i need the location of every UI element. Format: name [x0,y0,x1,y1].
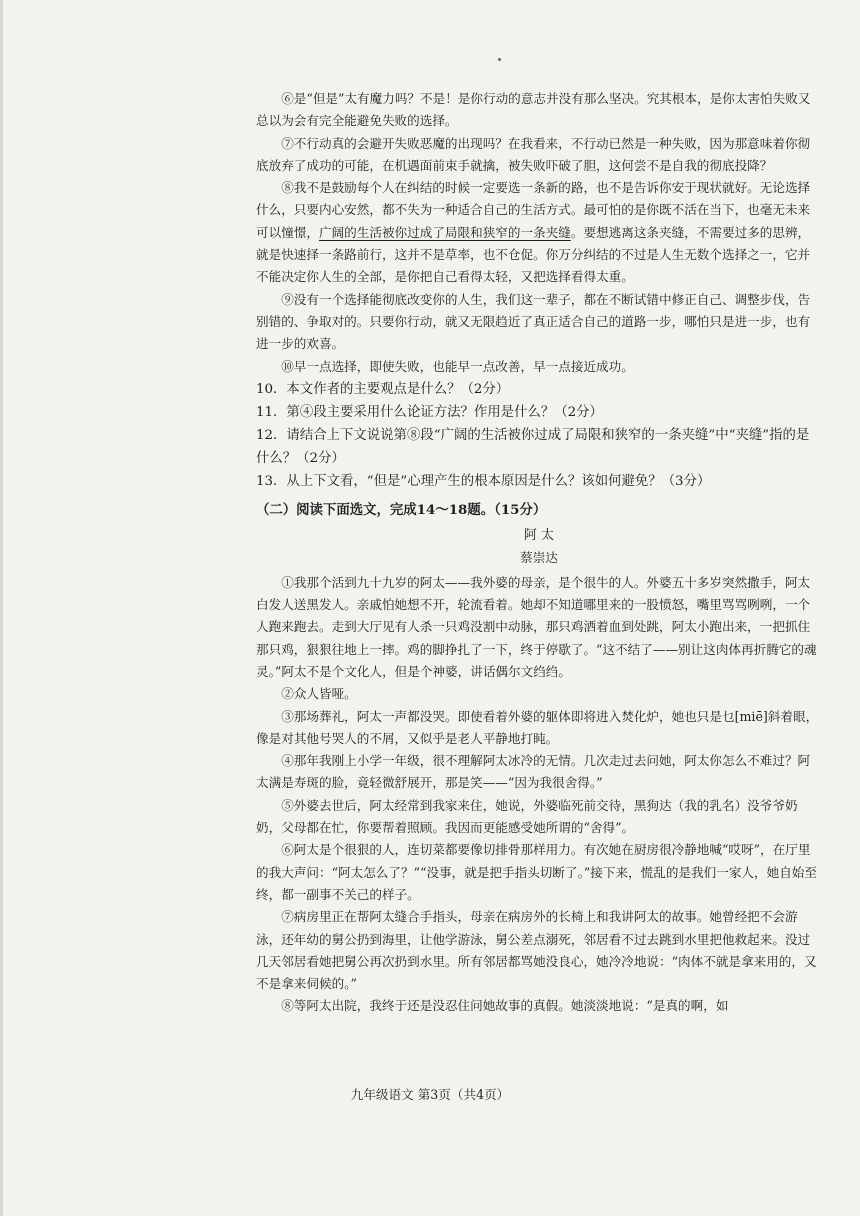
paragraph-6: ⑥是“但是”太有魔力吗？不是！是你行动的意志并没有那么坚决。究其根本，是你太害怕失败又总以为会有完全能避免失败的选择。 [256,91,811,129]
question-11: 11．第④段主要采用什么论证方法？作用是什么？（2分） [256,404,603,420]
article-paragraph: ③那场葬礼，阿太一声都没哭。即使看着外婆的躯体即将进入焚化炉，她也只是乜[miē]斜着眼，像是对其他号哭人的不屑，又似乎是老人平静地打盹。 [256,708,819,746]
scan-edge [0,0,3,1216]
section-heading: （二）阅读下面选文，完成14～18题。（15分） [256,501,547,518]
underlined-sentence: 广阔的生活被你过成了局限和狭窄的一条夹缝 [318,224,571,240]
question-12: 12．请结合上下文说说第⑧段“广阔的生活被你过成了局限和狭窄的一条夹缝”中“夹缝”指的是什么？（2分） [256,427,810,466]
question-13: 13．从上下文看，“但是”心理产生的根本原因是什么？该如何避免？（3分） [256,473,711,489]
paragraph-8-part-b: 。要想逃离这条夹缝，不需要过多的思辨，就是快速择一条路前行，这并不是草率，也不仓促。你万分纠结的不过是人生无数个选择之一，它并不能决定你人生的全部，是你把自己看得太轻，又把选择看得太重。 [256,224,811,285]
article-paragraph: ⑧等阿太出院，我终于还是没忍住问她故事的真假。她淡淡地说：“是真的啊，如 [281,998,729,1014]
scan-speck [498,58,501,61]
page-footer: 九年级语文 第3页（共4页） [350,1087,510,1102]
article-paragraph: ①我那个活到九十九岁的阿太——我外婆的母亲，是个很牛的人。外婆五十多岁突然撒手，阿太白发人送黑发人。亲戚怕她想不开，轮流看着。她却不知道哪里来的一股愤怒，嘴里骂骂咧咧，一个人跑来跑去。走到大厅见有人杀一只鸡没割中动脉，那只鸡洒着血到处跳，阿太小跑出来，一把抓住那只鸡，狠狠往地上一摔。鸡的脚挣扎了一下，终于停歇了。“这不结了——别让这肉体再折腾它的魂灵。”阿太不是个文化人，但是个神婆，讲话偶尔文绉绉。 [256,574,817,679]
page-content [256,88,822,1018]
article-author: 蔡崇达 [520,550,558,566]
paragraph-8-part-a: ⑧我不是鼓励每个人在纠结的时候一定要选一条新的路，也不是告诉你安于现状就好。无论选择什么，只要内心安然，都不失为一种适合自己的生活方式。最可怕的是你既不活在当下，也毫无未来可以憧憬， [256,180,811,240]
question-10: 10．本文作者的主要观点是什么？（2分） [256,381,510,397]
paragraph-7: ⑦不行动真的会避开失败恶魔的出现吗？在我看来，不行动已然是一种失败，因为那意味着你彻底放弃了成功的可能，在机遇面前束手就擒，被失败吓破了胆，这何尝不是自我的彻底投降？ [256,135,811,173]
article-paragraph: ⑦病房里正在帮阿太缝合手指头，母亲在病房外的长椅上和我讲阿太的故事。她曾经把不会游泳，还年幼的舅公扔到海里，让他学游泳，舅公差点溺死，邻居看不过去跳到水里把他救起来。没过几天邻居看她把舅公再次扔到水里。所有邻居都骂她没良心，她冷冷地说：“肉体不就是拿来用的，又不是拿来伺候的。” [256,909,817,992]
paragraph-9: ⑨没有一个选择能彻底改变你的人生，我们这一辈子，都在不断试错中修正自己、调整步伐，告别错的、争取对的。只要你行动，就又无限趋近了真正适合自己的道路一步，哪怕只是进一步，也有进一步的欢喜。 [256,291,811,352]
article-paragraph: ②众人皆哑。 [281,686,357,702]
paragraph-10: ⑩早一点选择，即使失败，也能早一点改善，早一点接近成功。 [281,358,634,374]
article-paragraph: ⑥阿太是个很狠的人，连切菜都要像切排骨那样用力。有次她在厨房很冷静地喊“哎呀”，在厅里的我大声问：“阿太怎么了？”“没事，就是把手指头切断了。”接下来，慌乱的是我们一家人，她自始至终，都一副事不关己的样子。 [256,842,817,902]
article-title: 阿 太 [523,528,555,544]
article-paragraph: ⑤外婆去世后，阿太经常到我家来住，她说，外婆临死前交待，黑狗达（我的乳名）没爷爷奶奶，父母都在忙，你要帮着照顾。我因而更能感受她所谓的“舍得”。 [256,797,798,836]
paragraph-8 [256,177,822,288]
article-paragraph: ④那年我刚上小学一年级，很不理解阿太冰冷的无情。几次走过去问她，阿太你怎么不难过？阿太满是寿斑的脸，竟轻微舒展开，那是笑——“因为我很舍得。” [256,753,811,791]
